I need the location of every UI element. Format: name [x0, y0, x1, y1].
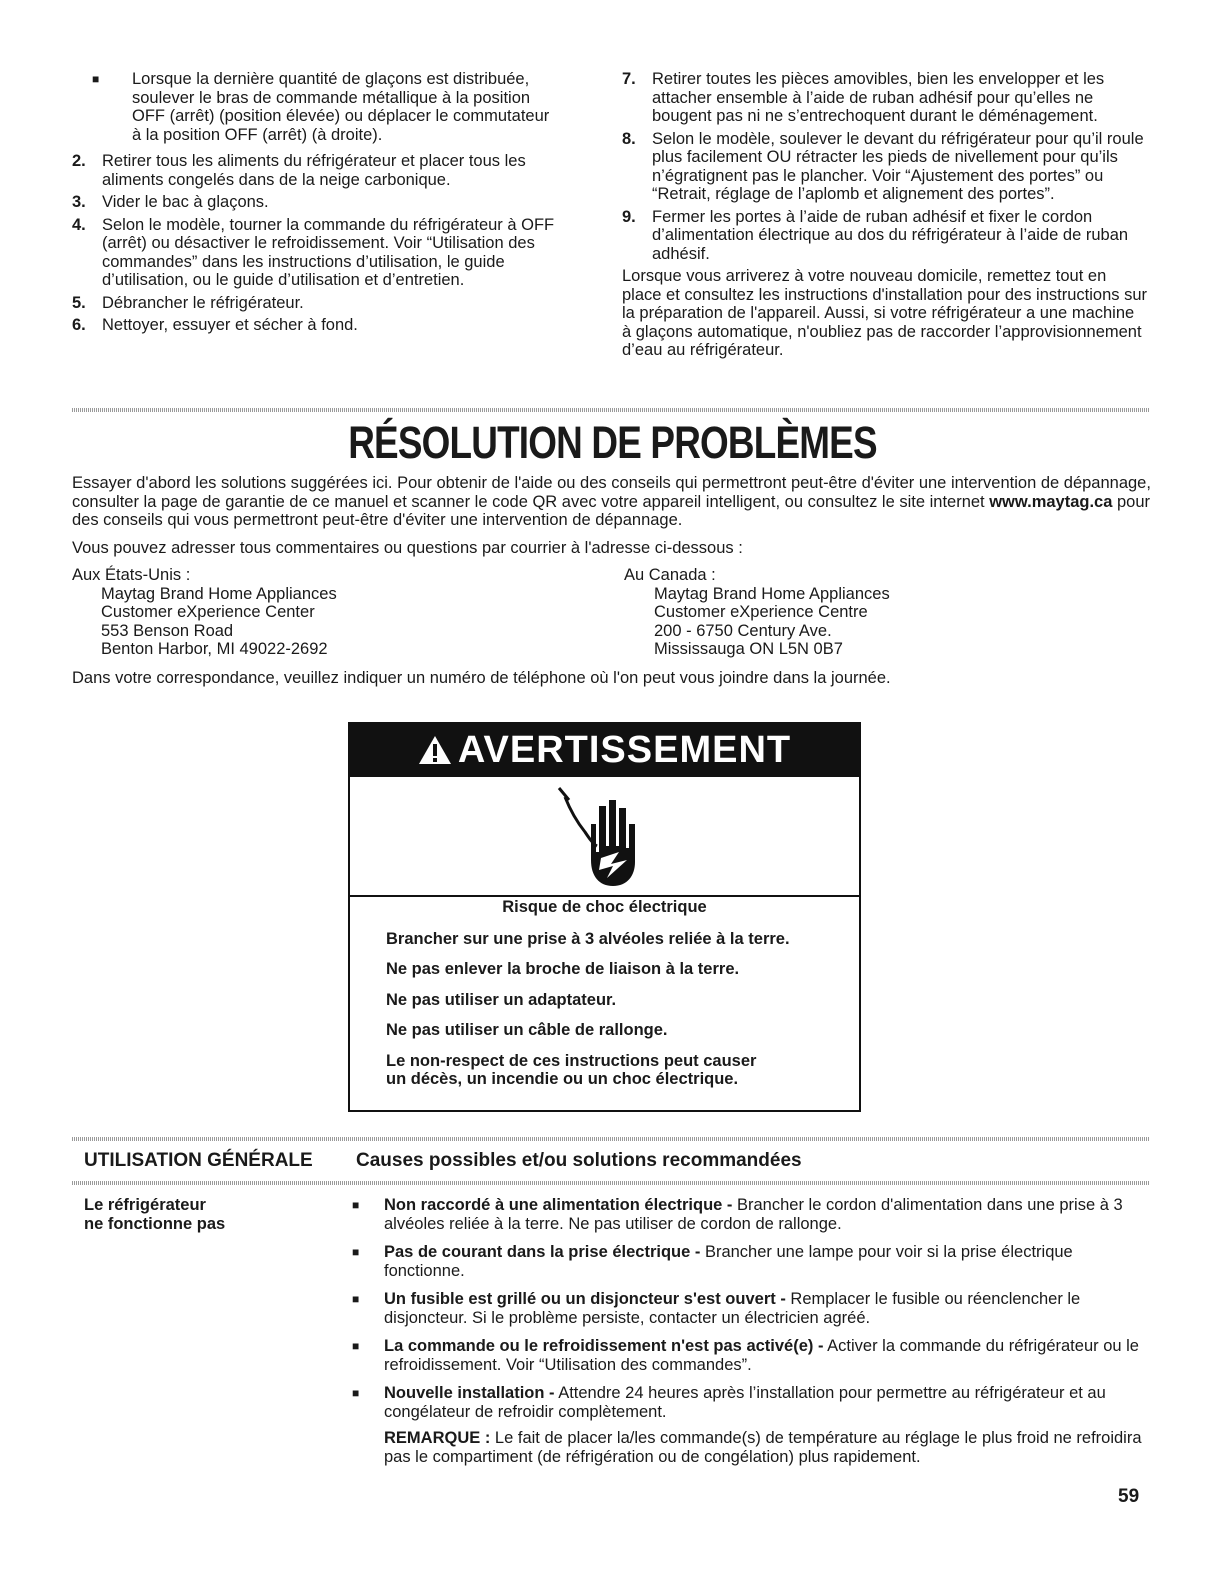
website-link[interactable]: www.maytag.ca	[989, 492, 1113, 511]
intro-paragraph	[72, 474, 1152, 530]
problem-line: Le réfrigérateur	[84, 1196, 206, 1214]
bullet: ■	[352, 1198, 360, 1212]
intro-text-end: pour des conseils qui vous permettront peut-être d'éviter une intervention de dépannage.	[72, 492, 1151, 529]
warning-header	[350, 724, 859, 777]
list-item-text: Retirer tous les aliments du réfrigérateur et placer tous les aliments congelés dans de la neige carbonique.	[102, 152, 526, 189]
list-item	[622, 130, 1147, 204]
warning-header-text: AVERTISSEMENT	[457, 729, 792, 771]
moving-steps-right	[622, 70, 1147, 360]
item-number: 8.	[622, 129, 636, 148]
bullet: ■	[352, 1339, 360, 1353]
list-item-text: Fermer les portes à l’aide de ruban adhésif et fixer le cordon d’alimentation électrique au dos du réfrigérateur à l’aide de ruban adhésif.	[652, 207, 1129, 263]
item-number: 4.	[72, 215, 86, 234]
solution-cause: Nouvelle installation -	[384, 1384, 555, 1402]
item-number: 9.	[622, 207, 636, 226]
intro-text: Essayer d'abord les solutions suggérées ici. Pour obtenir de l'aide ou des conseils qui permettront peut-être d'éviter une intervention de dépannage, consulter la page de garantie de ce manuel et scanner le code QR avec votre appareil intelligent, ou consultez le site internet	[72, 474, 1151, 511]
warning-line: Le non-respect de ces instructions peut causer	[386, 1051, 757, 1070]
address-line: Customer eXperience Center	[101, 603, 315, 621]
solution-text: Brancher le cordon d'alimentation dans une prise à 3 alvéoles reliée à la terre. Ne pas utiliser de cordon de rallonge.	[384, 1196, 1123, 1233]
electric-shock-hand-icon	[555, 782, 645, 892]
list-item	[72, 216, 562, 290]
remark-label: REMARQUE :	[384, 1429, 491, 1447]
solution-text: Attendre 24 heures après l’installation pour permettre au réfrigérateur et au congélateur de refroidir complètement.	[384, 1384, 1106, 1421]
item-number: 3.	[72, 193, 86, 211]
solution-cause: Pas de courant dans la prise électrique -	[384, 1243, 701, 1261]
list-item-text: Selon le modèle, tourner la commande du réfrigérateur à OFF (arrêt) ou désactiver le refroidissement. Voir “Utilisation des commandes” dans les instructions d’utilisation, le guide d’utilisation, ou le guide d’utilisation et d’entretien.	[102, 215, 555, 289]
item-number: 7.	[622, 70, 636, 88]
list-item	[622, 70, 1147, 126]
warning-line: Ne pas utiliser un adaptateur.	[386, 990, 617, 1009]
list-item	[336, 1290, 1148, 1327]
warning-line: Ne pas utiliser un câble de rallonge.	[386, 1021, 668, 1039]
page-title: RÉSOLUTION DE PROBLÈMES	[348, 417, 877, 468]
list-item	[72, 193, 562, 212]
canada-address	[624, 566, 890, 659]
list-item	[336, 1384, 1148, 1421]
problem-label	[84, 1196, 225, 1233]
address-line: Maytag Brand Home Appliances	[654, 584, 890, 603]
warning-box	[348, 722, 861, 1112]
bullet: ■	[352, 1292, 360, 1306]
address-line: Benton Harbor, MI 49022-2692	[101, 640, 328, 658]
address-line: Maytag Brand Home Appliances	[101, 584, 337, 603]
item-number: 6.	[72, 316, 86, 334]
closing-paragraph: Lorsque vous arriverez à votre nouveau domicile, remettez tout en place et consultez les instructions d'installation pour des instructions sur la préparation de l'appareil. Aussi, si votre réfrigérateur a une machine à glaçons automatique, n'oubliez pas de raccorder l’approvisionnement d’eau au réfrigérateur.	[622, 267, 1148, 359]
list-item-text: Selon le modèle, soulever le devant du réfrigérateur pour qu’il roule plus facilement OU rétracter les pieds de nivellement pour qu’ils n’égratignent pas le plancher. Voir “Ajustement des portes” ou “Retrait, réglage de l’aplomb et alignement des portes”.	[652, 129, 1144, 203]
solution-cause: Un fusible est grillé ou un disjoncteur s'est ouvert -	[384, 1290, 786, 1308]
bullet: ■	[352, 1386, 360, 1400]
solution-text: Brancher une lampe pour voir si la prise électrique fonctionne.	[384, 1243, 1073, 1280]
list-item-text: Lorsque la dernière quantité de glaçons est distribuée, soulever le bras de commande métallique à la position OFF (arrêt) (position élevée) ou déplacer le commutateur à la position OFF (arrêt) (à droite).	[132, 70, 550, 144]
page-number: 59	[1118, 1486, 1140, 1507]
list-item	[72, 316, 562, 335]
warning-line: Ne pas enlever la broche de liaison à la terre.	[386, 960, 740, 978]
table-header-solutions: Causes possibles et/ou solutions recommandées	[356, 1150, 802, 1171]
remark-text: Le fait de placer la/les commande(s) de température au réglage le plus froid ne refroidira pas le compartiment (de réfrigération ou de congélation) plus rapidement.	[384, 1429, 1142, 1466]
solution-cause: La commande ou le refroidissement n'est pas activé(e) -	[384, 1337, 824, 1355]
address-label: Aux États-Unis :	[72, 566, 191, 584]
list-item	[336, 1243, 1148, 1280]
solution-cause: Non raccordé à une alimentation électrique -	[384, 1196, 733, 1214]
list-item	[72, 70, 562, 144]
warning-triangle-icon	[418, 735, 452, 765]
address-line: 200 - 6750 Century Ave.	[654, 621, 832, 640]
list-item	[336, 1337, 1148, 1374]
bullet: ■	[352, 1245, 360, 1259]
moving-steps-left	[72, 70, 562, 339]
solutions-list	[336, 1196, 1148, 1466]
item-number: 5.	[72, 293, 86, 312]
item-number: 2.	[72, 152, 86, 170]
divider	[72, 408, 1150, 412]
address-label: Au Canada :	[624, 566, 716, 584]
list-item-text: Retirer toutes les pièces amovibles, bien les envelopper et les attacher ensemble à l’aide de ruban adhésif pour qu’elles ne bougent pas ni ne s’entrechoquent durant le déménagement.	[652, 70, 1105, 125]
address-line: Customer eXperience Centre	[654, 603, 868, 621]
table-header-category: UTILISATION GÉNÉRALE	[84, 1150, 313, 1171]
list-item-text: Débrancher le réfrigérateur.	[102, 293, 304, 312]
address-line: Mississauga ON L5N 0B7	[654, 640, 843, 658]
warning-title: Risque de choc électrique	[502, 898, 707, 916]
list-item	[72, 152, 562, 189]
divider	[72, 1181, 1150, 1185]
list-item-text: Vider le bac à glaçons.	[102, 193, 269, 211]
mail-line: Vous pouvez adresser tous commentaires ou questions par courrier à l'adresse ci-dessous :	[72, 539, 743, 557]
problem-line: ne fonctionne pas	[84, 1214, 226, 1233]
list-item	[336, 1196, 1148, 1233]
phone-note: Dans votre correspondance, veuillez indiquer un numéro de téléphone où l'on peut vous joindre dans la journée.	[72, 669, 891, 687]
solution-text: Remplacer le fusible ou réenclencher le disjoncteur. Si le problème persiste, contacter un électricien agréé.	[384, 1290, 1081, 1327]
list-item	[622, 208, 1147, 264]
divider	[72, 1137, 1150, 1141]
us-address	[72, 566, 337, 659]
warning-line: un décès, un incendie ou un choc électrique.	[386, 1070, 739, 1088]
list-item-text: Nettoyer, essuyer et sécher à fond.	[102, 316, 358, 334]
remark	[336, 1429, 1148, 1466]
list-item	[72, 294, 562, 313]
warning-line: Brancher sur une prise à 3 alvéoles reliée à la terre.	[386, 929, 790, 948]
address-line: 553 Benson Road	[101, 621, 234, 640]
solution-text: Activer la commande du réfrigérateur ou le refroidissement. Voir “Utilisation des commandes”.	[384, 1337, 1139, 1374]
bullet: ■	[92, 72, 100, 86]
warning-text	[350, 898, 859, 1089]
